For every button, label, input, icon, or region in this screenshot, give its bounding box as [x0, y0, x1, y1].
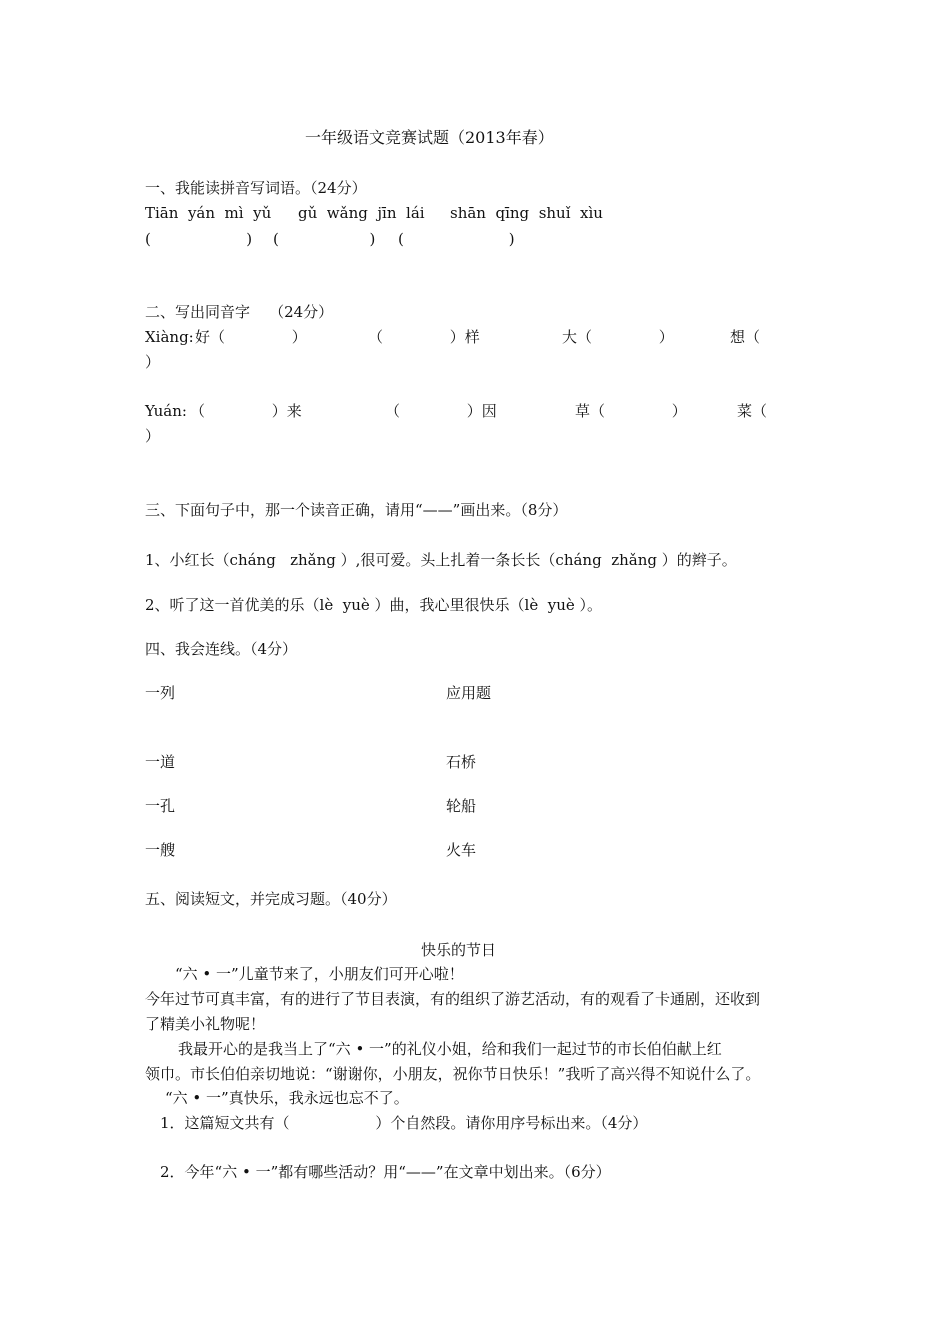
match-right-4[interactable]: 火车: [446, 841, 477, 859]
xiang-item-1[interactable]: 好（ ）: [195, 328, 307, 346]
match-right-3[interactable]: 轮船: [446, 797, 477, 815]
page-title: 一年级语文竞赛试题（2013年春）: [305, 128, 554, 147]
match-left-1[interactable]: 一列: [145, 684, 176, 702]
section1-heading: 一、我能读拼音写词语。（24分）: [145, 179, 367, 197]
yuan-item-1[interactable]: （ ）来: [190, 402, 302, 420]
yuan-item-4[interactable]: 菜（: [737, 402, 768, 420]
passage-line-4: 我最开心的是我当上了“六 • 一”的礼仪小姐，给和我们一起过节的市长伯伯献上红: [178, 1040, 722, 1058]
yuan-item-2[interactable]: （ ）因: [385, 402, 497, 420]
section5-heading: 五、阅读短文，并完成习题。（40分）: [145, 890, 397, 908]
section5-question-1: 1．这篇短文共有（ ）个自然段。请你用序号标出来。（4分）: [160, 1114, 648, 1132]
answer-blank-2[interactable]: ( ): [273, 230, 376, 248]
answer-blank-3[interactable]: ( ): [398, 230, 515, 248]
pinyin-1: Tiān yán mì yǔ: [145, 204, 272, 222]
section2-heading: 二、写出同音字 （24分）: [145, 303, 334, 321]
xiang-label: Xiàng:: [145, 328, 194, 346]
xiang-item-3[interactable]: 大（ ）: [562, 328, 674, 346]
passage-line-2: 今年过节可真丰富，有的进行了节目表演，有的组织了游艺活动，有的观看了卡通剧，还收到: [145, 990, 761, 1008]
match-right-2[interactable]: 石桥: [446, 753, 477, 771]
passage-line-3: 了精美小礼物呢！: [145, 1015, 266, 1033]
match-left-2[interactable]: 一道: [145, 753, 176, 771]
match-left-4[interactable]: 一艘: [145, 841, 176, 859]
yuan-item-3[interactable]: 草（ ）: [575, 402, 687, 420]
answer-blank-1[interactable]: ( ): [145, 230, 253, 248]
match-left-3[interactable]: 一孔: [145, 797, 176, 815]
section3-heading: 三、下面句子中，那一个读音正确，请用“——”画出来。（8分）: [145, 501, 568, 519]
passage-line-1: “六 • 一”儿童节来了，小朋友们可开心啦！: [175, 965, 464, 983]
yuan-wrap: ）: [145, 427, 161, 445]
section3-question-1: 1、小红长（cháng zhǎng ）,很可爱。头上扎着一条长长（cháng zhǎng ）的辫子。: [145, 551, 737, 569]
xiang-wrap: ）: [145, 353, 161, 371]
passage-line-5: 领巾。市长伯伯亲切地说：“谢谢你，小朋友，祝你节日快乐！”我听了高兴得不知说什么了。: [145, 1065, 761, 1083]
section4-heading: 四、我会连线。（4分）: [145, 640, 298, 658]
pinyin-3: shān qīng shuǐ xìu: [450, 204, 603, 222]
passage-title: 快乐的节日: [421, 941, 497, 959]
section3-question-2: 2、听了这一首优美的乐（lè yuè ）曲，我心里很快乐（lè yuè ）。: [145, 596, 603, 614]
xiang-item-4[interactable]: 想（: [730, 328, 761, 346]
yuan-label: Yuán:: [145, 402, 187, 420]
match-right-1[interactable]: 应用题: [446, 684, 492, 702]
section5-question-2: 2．今年“六 • 一”都有哪些活动？用“——”在文章中划出来。（6分）: [160, 1163, 611, 1181]
pinyin-2: gǔ wǎng jīn lái: [298, 204, 425, 222]
passage-line-6: “六 • 一”真快乐，我永远也忘不了。: [165, 1089, 409, 1107]
xiang-item-2[interactable]: （ ）样: [368, 328, 480, 346]
